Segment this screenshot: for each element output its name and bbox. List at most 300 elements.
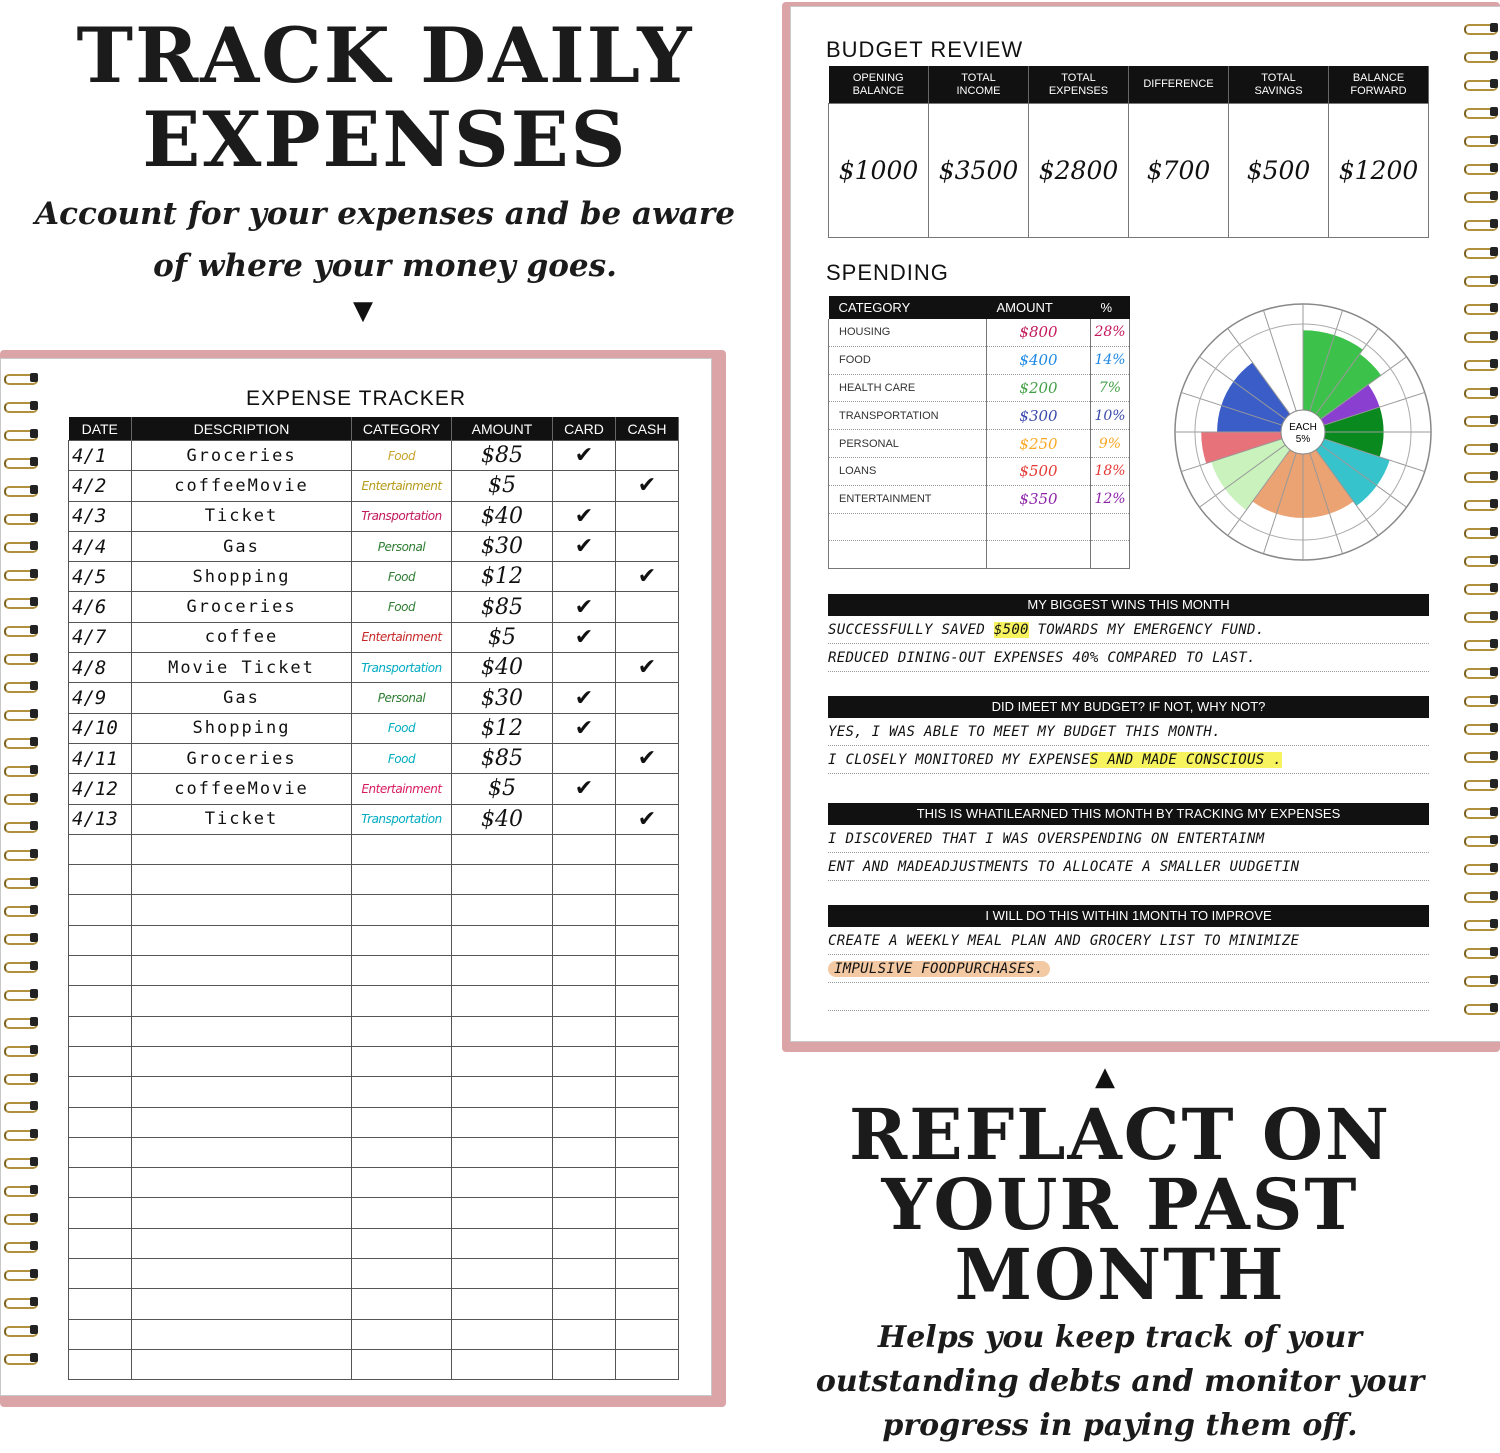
cash-check-cell	[616, 622, 679, 652]
spending-title: SPENDING	[826, 260, 949, 285]
table-row	[69, 592, 679, 622]
percent-cell: 14%	[1091, 346, 1130, 374]
category-cell: Food	[352, 562, 452, 592]
budget-value-cell: $1200	[1329, 104, 1429, 238]
description-cell: Groceries	[132, 743, 352, 773]
category-cell: Transportation	[352, 501, 452, 531]
ring-hole	[30, 849, 38, 858]
spiral-ring	[2, 594, 40, 610]
ring-hole	[30, 485, 38, 494]
ring-hole	[30, 429, 38, 438]
blank-row	[829, 513, 1130, 541]
expense-tracker-title: EXPENSE TRACKER	[245, 387, 466, 410]
spiral-ring	[2, 678, 40, 694]
date-cell: 4/5	[69, 562, 132, 592]
description-cell: Gas	[132, 683, 352, 713]
budget-review-header	[829, 66, 1429, 104]
blank-cell	[352, 1077, 452, 1107]
ring-hole	[1490, 331, 1498, 340]
ring-hole	[30, 1157, 38, 1166]
ring-hole	[1490, 807, 1498, 816]
spending-wheel	[1170, 302, 1436, 564]
spiral-ring	[2, 454, 40, 470]
spiral-ring	[1462, 916, 1500, 932]
cash-check-cell: ✔	[616, 471, 679, 501]
budget-value-cell: $2800	[1029, 104, 1129, 238]
blank-cell	[452, 1319, 553, 1349]
reflection-line	[828, 853, 1429, 881]
ring-hole	[1490, 583, 1498, 592]
header-line: TOTAL	[1061, 71, 1096, 84]
spiral-ring	[1462, 468, 1500, 484]
ring-hole	[1490, 51, 1498, 60]
spiral-ring	[1462, 496, 1500, 512]
header-line: TOTAL	[961, 71, 996, 84]
blank-cell	[553, 986, 616, 1016]
blank-cell	[352, 895, 452, 925]
amount-cell: $85	[452, 441, 553, 471]
blank-cell	[616, 1228, 679, 1258]
blank-cell	[132, 895, 352, 925]
blank-cell	[553, 956, 616, 986]
blank-cell	[69, 986, 132, 1016]
blank-cell	[616, 865, 679, 895]
blank-cell	[69, 1228, 132, 1258]
amount-cell: $30	[452, 531, 553, 561]
budget-column-header	[1129, 66, 1229, 104]
header-line: INCOME	[956, 84, 1001, 97]
blank-cell	[1091, 513, 1130, 541]
tagline-line: Helps you keep track of your	[877, 1320, 1363, 1355]
cash-check-cell: ✔	[616, 743, 679, 773]
blank-cell	[352, 986, 452, 1016]
ring-hole	[1490, 499, 1498, 508]
column-header: AMOUNT	[452, 417, 553, 441]
blank-cell	[132, 1259, 352, 1289]
spiral-ring	[2, 1014, 40, 1030]
spiral-ring	[1462, 188, 1500, 204]
cash-check-cell: ✔	[616, 804, 679, 834]
blank-cell	[132, 1046, 352, 1076]
table-row	[829, 319, 1130, 346]
card-check-cell: ✔	[553, 501, 616, 531]
spiral-ring	[2, 566, 40, 582]
ring-hole	[30, 989, 38, 998]
ring-hole	[1490, 527, 1498, 536]
card-check-cell	[553, 804, 616, 834]
tagline-line: progress in paying them off.	[882, 1408, 1358, 1443]
blank-cell	[553, 865, 616, 895]
category-cell: LOANS	[829, 457, 987, 485]
ring-hole	[30, 1213, 38, 1222]
category-cell: Food	[352, 713, 452, 743]
blank-cell	[69, 1168, 132, 1198]
reflection-heading: I WILL DO THIS WITHIN 1MONTH TO IMPROVE	[828, 905, 1429, 927]
line-text: TOWARDS MY EMERGENCY FUND.	[1028, 622, 1265, 638]
spiral-ring	[2, 1266, 40, 1282]
column-header: DATE	[69, 417, 132, 441]
spiral-ring	[2, 1182, 40, 1198]
spending-table	[828, 296, 1130, 569]
blank-cell	[553, 925, 616, 955]
budget-column-header	[929, 66, 1029, 104]
date-cell: 4/7	[69, 622, 132, 652]
reflection-line	[828, 616, 1429, 644]
blank-cell	[616, 1046, 679, 1076]
card-check-cell: ✔	[553, 441, 616, 471]
expense-table	[68, 417, 679, 1380]
blank-cell	[616, 1198, 679, 1228]
blank-cell	[352, 1259, 452, 1289]
cash-check-cell	[616, 774, 679, 804]
ring-hole	[1490, 779, 1498, 788]
blank-cell	[553, 1259, 616, 1289]
spiral-ring	[1462, 300, 1500, 316]
ring-hole	[30, 1101, 38, 1110]
expense-tracker-page	[0, 358, 712, 1396]
blank-row	[69, 1289, 679, 1319]
ring-hole	[1490, 723, 1498, 732]
percent-cell: 7%	[1091, 374, 1130, 402]
ring-hole	[1490, 639, 1498, 648]
blank-cell	[69, 1259, 132, 1289]
card-check-cell: ✔	[553, 774, 616, 804]
spiral-ring	[2, 930, 40, 946]
blank-row	[69, 1046, 679, 1076]
category-cell: Entertainment	[352, 471, 452, 501]
spiral-ring	[1462, 244, 1500, 260]
blank-cell	[69, 1319, 132, 1349]
blank-cell	[132, 1198, 352, 1228]
blank-cell	[352, 1228, 452, 1258]
line-text: ENT AND MADEADJUSTMENTS TO ALLOCATE A SMALLER UUDGETIN	[828, 859, 1300, 875]
blank-cell	[132, 1228, 352, 1258]
category-cell: HOUSING	[829, 319, 987, 346]
description-cell: Gas	[132, 531, 352, 561]
ring-hole	[30, 653, 38, 662]
column-header: CATEGORY	[829, 296, 987, 319]
ring-hole	[30, 737, 38, 746]
spiral-ring	[2, 622, 40, 638]
cash-check-cell	[616, 501, 679, 531]
blank-row	[69, 1319, 679, 1349]
spiral-ring	[1462, 440, 1500, 456]
ring-hole	[30, 373, 38, 382]
blank-cell	[616, 1349, 679, 1379]
blank-cell	[553, 1016, 616, 1046]
spiral-ring	[2, 370, 40, 386]
spiral-ring	[1462, 748, 1500, 764]
ring-hole	[1490, 135, 1498, 144]
blank-row	[69, 1259, 679, 1289]
ring-hole	[1490, 555, 1498, 564]
headline-reflect	[790, 1093, 1450, 1316]
spiral-ring	[2, 986, 40, 1002]
blank-cell	[132, 865, 352, 895]
cash-check-cell: ✔	[616, 653, 679, 683]
headline-line: REFLACT ON	[849, 1093, 1391, 1176]
spiral-ring	[2, 1070, 40, 1086]
headline-track-daily	[0, 11, 770, 184]
highlighted-text: S AND MADE CONSCIOUS .	[1089, 752, 1282, 768]
ring-hole	[30, 765, 38, 774]
header-line: DIFFERENCE	[1143, 78, 1214, 90]
spiral-ring	[1462, 328, 1500, 344]
blank-cell	[452, 1349, 553, 1379]
spiral-ring	[2, 1154, 40, 1170]
description-cell: Movie Ticket	[132, 653, 352, 683]
table-row	[829, 430, 1130, 458]
date-cell: 4/4	[69, 531, 132, 561]
blank-cell	[452, 1137, 553, 1167]
spiral-ring	[2, 1238, 40, 1254]
blank-cell	[553, 1289, 616, 1319]
category-cell: Entertainment	[352, 622, 452, 652]
blank-cell	[132, 956, 352, 986]
budget-review-table	[828, 66, 1429, 238]
blank-cell	[69, 865, 132, 895]
reflection-line	[828, 955, 1429, 983]
blank-cell	[829, 513, 987, 541]
percent-cell: 9%	[1091, 430, 1130, 458]
ring-hole	[1490, 275, 1498, 284]
ring-hole	[30, 457, 38, 466]
card-check-cell: ✔	[553, 531, 616, 561]
ring-hole	[1490, 303, 1498, 312]
blank-cell	[352, 1319, 452, 1349]
amount-cell: $500	[987, 457, 1091, 485]
headline-line: TRACK DAILY	[76, 11, 694, 100]
spiral-ring	[2, 818, 40, 834]
amount-cell: $40	[452, 501, 553, 531]
tagline-reflect	[790, 1316, 1450, 1448]
blank-cell	[69, 1016, 132, 1046]
blank-cell	[352, 1046, 452, 1076]
blank-row	[69, 1198, 679, 1228]
spiral-ring	[2, 734, 40, 750]
blank-cell	[352, 1289, 452, 1319]
blank-cell	[132, 925, 352, 955]
amount-cell: $85	[452, 743, 553, 773]
spiral-ring	[1462, 972, 1500, 988]
ring-hole	[30, 1353, 38, 1362]
blank-cell	[132, 1137, 352, 1167]
spiral-ring	[2, 902, 40, 918]
description-cell: coffeeMovie	[132, 471, 352, 501]
table-row	[829, 346, 1130, 374]
card-check-cell: ✔	[553, 713, 616, 743]
ring-hole	[30, 793, 38, 802]
percent-cell: 10%	[1091, 402, 1130, 430]
header-line: BALANCE	[1352, 71, 1405, 84]
headline-line: YOUR PAST	[881, 1163, 1359, 1246]
spiral-ring	[2, 1126, 40, 1142]
blank-cell	[553, 1349, 616, 1379]
blank-row	[69, 1077, 679, 1107]
spiral-ring	[1462, 804, 1500, 820]
ring-hole	[1490, 863, 1498, 872]
description-cell: Ticket	[132, 501, 352, 531]
spiral-ring	[2, 1322, 40, 1338]
tagline-line: outstanding debts and monitor your	[815, 1364, 1425, 1399]
down-arrow-icon: ▼	[353, 296, 373, 326]
line-text: I CLOSELY MONITORED MY EXPENSE	[828, 752, 1090, 768]
ring-hole	[30, 961, 38, 970]
spiral-ring	[1462, 412, 1500, 428]
ring-hole	[30, 625, 38, 634]
blank-cell	[616, 895, 679, 925]
cash-check-cell: ✔	[616, 562, 679, 592]
table-row	[829, 485, 1130, 513]
amount-cell: $350	[987, 485, 1091, 513]
budget-column-header	[1029, 66, 1129, 104]
reflection-line	[828, 718, 1429, 746]
spiral-ring	[1462, 720, 1500, 736]
left-spiral-binding	[2, 370, 42, 1380]
category-cell: ENTERTAINMENT	[829, 485, 987, 513]
blank-cell	[69, 895, 132, 925]
line-text: YES, I WAS ABLE TO MEET MY BUDGET THIS MONTH.	[828, 724, 1221, 740]
blank-row	[69, 1137, 679, 1167]
date-cell: 4/11	[69, 743, 132, 773]
table-row	[69, 713, 679, 743]
budget-review-values	[829, 104, 1429, 238]
blank-cell	[132, 1107, 352, 1137]
spiral-ring	[1462, 776, 1500, 792]
spiral-ring	[2, 706, 40, 722]
ring-hole	[30, 1325, 38, 1334]
spiral-ring	[1462, 384, 1500, 400]
blank-cell	[69, 1107, 132, 1137]
blank-cell	[616, 1016, 679, 1046]
spiral-ring	[1462, 664, 1500, 680]
ring-hole	[1490, 247, 1498, 256]
line-text: REDUCED DINING-OUT EXPENSES 40% COMPARED TO LAST.	[828, 650, 1256, 666]
card-check-cell	[553, 653, 616, 683]
blank-cell	[553, 1107, 616, 1137]
ring-hole	[1490, 79, 1498, 88]
date-cell: 4/3	[69, 501, 132, 531]
blank-cell	[352, 1137, 452, 1167]
category-cell: Food	[352, 441, 452, 471]
highlighted-text: $500	[993, 622, 1029, 638]
blank-cell	[69, 834, 132, 864]
spending-table-header	[829, 296, 1130, 319]
ring-hole	[1490, 975, 1498, 984]
expense-table-header	[69, 417, 679, 441]
blank-cell	[352, 1016, 452, 1046]
card-check-cell: ✔	[553, 622, 616, 652]
spiral-ring	[1462, 160, 1500, 176]
cash-check-cell	[616, 441, 679, 471]
amount-cell: $5	[452, 774, 553, 804]
blank-cell	[69, 956, 132, 986]
blank-cell	[69, 1137, 132, 1167]
ring-hole	[1490, 471, 1498, 480]
blank-cell	[452, 1198, 553, 1228]
table-row	[69, 743, 679, 773]
description-cell: Shopping	[132, 562, 352, 592]
blank-row	[69, 895, 679, 925]
blank-cell	[69, 1198, 132, 1228]
blank-cell	[132, 834, 352, 864]
blank-cell	[616, 1289, 679, 1319]
budget-review-title: BUDGET REVIEW	[826, 37, 1024, 62]
blank-cell	[132, 1077, 352, 1107]
spiral-ring	[2, 790, 40, 806]
ring-hole	[1490, 107, 1498, 116]
ring-hole	[1490, 415, 1498, 424]
ring-hole	[1490, 163, 1498, 172]
spiral-ring	[2, 426, 40, 442]
ring-hole	[30, 541, 38, 550]
table-row	[69, 471, 679, 501]
amount-cell: $300	[987, 402, 1091, 430]
blank-row	[69, 834, 679, 864]
header-line: TOTAL	[1261, 71, 1296, 84]
blank-cell	[352, 1198, 452, 1228]
blank-cell	[616, 1077, 679, 1107]
blank-cell	[132, 1168, 352, 1198]
ring-hole	[30, 597, 38, 606]
blank-cell	[553, 834, 616, 864]
description-cell: Groceries	[132, 592, 352, 622]
budget-value-cell: $3500	[929, 104, 1029, 238]
blank-cell	[452, 865, 553, 895]
spiral-ring	[2, 398, 40, 414]
header-line: BALANCE	[852, 84, 904, 97]
cash-check-cell	[616, 531, 679, 561]
ring-hole	[30, 401, 38, 410]
spiral-ring	[1462, 524, 1500, 540]
blank-row	[69, 925, 679, 955]
ring-hole	[30, 877, 38, 886]
amount-cell: $5	[452, 471, 553, 501]
ring-hole	[1490, 835, 1498, 844]
blank-cell	[553, 1319, 616, 1349]
spiral-ring	[2, 538, 40, 554]
budget-column-header	[1229, 66, 1329, 104]
blank-cell	[452, 1046, 553, 1076]
ring-hole	[30, 821, 38, 830]
blank-row	[69, 1107, 679, 1137]
ring-hole	[30, 1045, 38, 1054]
blank-cell	[132, 1349, 352, 1379]
spiral-ring	[1462, 944, 1500, 960]
percent-cell: 12%	[1091, 485, 1130, 513]
category-cell: Transportation	[352, 653, 452, 683]
spiral-ring	[2, 482, 40, 498]
blank-cell	[616, 925, 679, 955]
blank-cell	[132, 1319, 352, 1349]
blank-row	[69, 1349, 679, 1379]
category-cell: HEALTH CARE	[829, 374, 987, 402]
highlighted-text: IMPULSIVE FOODPURCHASES.	[828, 961, 1050, 977]
amount-cell: $85	[452, 592, 553, 622]
amount-cell: $12	[452, 713, 553, 743]
ring-hole	[30, 1073, 38, 1082]
tagline-line: of where your money goes.	[153, 248, 617, 284]
blank-cell	[352, 1349, 452, 1379]
blank-cell	[553, 1168, 616, 1198]
spiral-ring	[1462, 356, 1500, 372]
ring-hole	[1490, 667, 1498, 676]
spiral-ring	[1462, 20, 1500, 36]
description-cell: coffeeMovie	[132, 774, 352, 804]
blank-cell	[452, 1107, 553, 1137]
date-cell: 4/2	[69, 471, 132, 501]
category-cell: Entertainment	[352, 774, 452, 804]
